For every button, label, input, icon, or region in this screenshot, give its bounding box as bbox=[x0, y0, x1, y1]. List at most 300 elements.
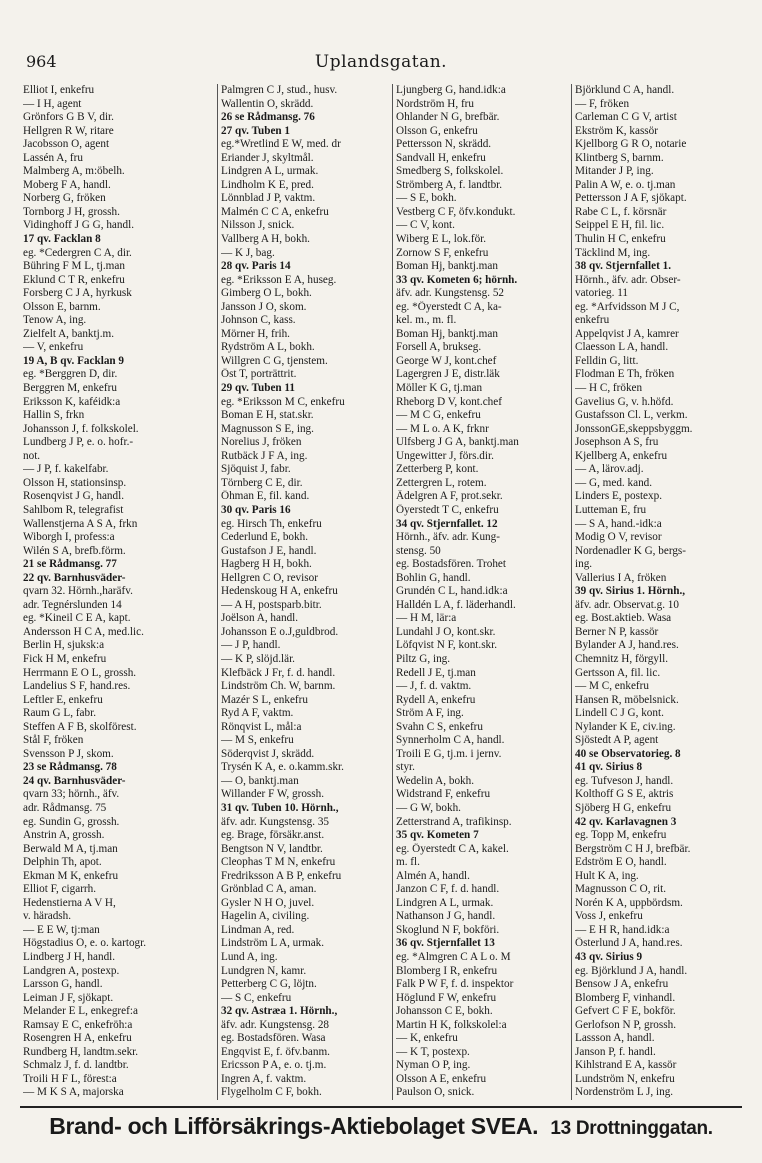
directory-entry: Bensow J A, enkefru bbox=[575, 978, 669, 991]
directory-entry: Törnberg C E, dir. bbox=[221, 476, 303, 489]
directory-entry: Kjellborg G R O, notarie bbox=[575, 138, 687, 151]
directory-entry: Lindman A, red. bbox=[221, 923, 295, 936]
directory-entry: eg. *Eriksson E A, huseg. bbox=[221, 273, 337, 286]
directory-entry: Gertsson A, fil. lic. bbox=[575, 666, 661, 679]
column-3 bbox=[392, 84, 571, 1100]
directory-entry: 31 qv. Tuben 10. Hörnh., bbox=[221, 801, 339, 814]
directory-entry: Berner N P, kassör bbox=[575, 625, 659, 638]
directory-entry: — G W, bokh. bbox=[396, 801, 461, 814]
directory-entry: Strömberg A, f. landtbr. bbox=[396, 178, 503, 191]
directory-entry: Bühring F M L, tj.man bbox=[23, 260, 125, 273]
directory-entry: Rheborg D V, kont.chef bbox=[396, 395, 502, 408]
directory-entry: eg. *Kineil C E A, kapt. bbox=[23, 612, 131, 625]
directory-entry: Ramsay E C, enkefröh:a bbox=[23, 1018, 133, 1031]
directory-entry: eg. *Eriksson M C, enkefru bbox=[221, 395, 345, 408]
directory-entry: Eriksson K, kaféidk:a bbox=[23, 395, 121, 408]
directory-entry: Möller K G, tj.man bbox=[396, 382, 483, 395]
directory-entry: Josephson A S, fru bbox=[575, 436, 659, 449]
directory-entry: Jacobsson O, agent bbox=[23, 138, 110, 151]
directory-entry: 23 se Rådmansg. 78 bbox=[23, 761, 117, 774]
directory-entry: — O, banktj.man bbox=[221, 774, 299, 787]
directory-entry: eg. Bost.aktieb. Wasa bbox=[575, 612, 672, 625]
directory-entry: Raum G L, fabr. bbox=[23, 707, 97, 720]
directory-entry: Malmberg A, m:öbelh. bbox=[23, 165, 125, 178]
directory-entry: 40 se Observatorieg. 8 bbox=[575, 747, 681, 760]
directory-entry: 41 qv. Sirius 8 bbox=[575, 761, 643, 774]
directory-entry: — G, med. kand. bbox=[575, 476, 653, 489]
directory-entry: — H C, fröken bbox=[575, 382, 643, 395]
directory-entry: eg. *Arfvidsson M J C, bbox=[575, 300, 680, 313]
directory-entry: Söderqvist J, skrädd. bbox=[221, 747, 315, 760]
directory-entry: Forsell A, brukseg. bbox=[396, 341, 482, 354]
directory-entry: eg. Brage, försäkr.anst. bbox=[221, 829, 325, 842]
directory-entry: Löfqvist N F, kont.skr. bbox=[396, 639, 498, 652]
directory-entry: Lindholm K E, pred. bbox=[221, 178, 314, 191]
directory-entry: Felldin G, litt. bbox=[575, 354, 639, 367]
directory-entry: 22 qv. Barnhusväder- bbox=[23, 571, 126, 584]
directory-entry: Ekström K, kassör bbox=[575, 124, 658, 137]
directory-entry: Elliot I, enkefru bbox=[23, 84, 95, 96]
directory-entry: Paulson O, snick. bbox=[396, 1086, 475, 1099]
directory-entry: Svensson P J, skom. bbox=[23, 747, 114, 760]
directory-entry: Sjöstedt A P, agent bbox=[575, 734, 659, 747]
directory-entry: Lundahl J O, kont.skr. bbox=[396, 625, 496, 638]
directory-entry: Olsson A E, enkefru bbox=[396, 1072, 487, 1085]
directory-entry: eg. *Berggren D, dir. bbox=[23, 368, 118, 381]
directory-entry: Bergström C H J, brefbär. bbox=[575, 842, 691, 855]
directory-entry: Cleophas T M N, enkefru bbox=[221, 856, 336, 869]
directory-entry: JonssonGE,skeppsbyggm. bbox=[575, 422, 693, 435]
directory-entry: Ekman M K, enkefru bbox=[23, 869, 119, 882]
directory-entry: Troili H F L, förest:a bbox=[23, 1072, 117, 1085]
directory-entry: Nathanson J G, handl. bbox=[396, 910, 496, 923]
directory-entry: Österlund J A, hand.res. bbox=[575, 937, 683, 950]
directory-entry: Ohlander N G, brefbär. bbox=[396, 111, 500, 124]
directory-entry: Gustafson J E, handl. bbox=[221, 544, 317, 557]
directory-entry: m. fl. bbox=[396, 856, 420, 869]
directory-entry: Moberg F A, handl. bbox=[23, 178, 111, 191]
directory-entry: Hörnh., äfv. adr. Obser- bbox=[575, 273, 681, 286]
directory-entry: eg. Bostadsfören. Trohet bbox=[396, 558, 507, 571]
directory-entry: Johansson E o.J,guldbrod. bbox=[221, 625, 339, 638]
directory-entry: Forsberg C J A, hyrkusk bbox=[23, 287, 132, 300]
directory-entry: Björklund C A, handl. bbox=[575, 84, 675, 96]
directory-entry: Landelius S F, hand.res. bbox=[23, 680, 131, 693]
street-title: Uplandsgatan. bbox=[314, 52, 448, 72]
directory-entry: Rundberg H, landtm.sekr. bbox=[23, 1045, 139, 1058]
directory-entry: Lundgren N, kamr. bbox=[221, 964, 307, 977]
directory-entry: Wilén S A, brefb.förm. bbox=[23, 544, 126, 557]
directory-entry: Höglund F W, enkefru bbox=[396, 991, 497, 1004]
directory-entry: Mörner H, frih. bbox=[221, 327, 290, 340]
directory-entry: Martin H K, folkskolel:a bbox=[396, 1018, 507, 1031]
directory-entry: Olsson E, barnm. bbox=[23, 300, 101, 313]
directory-entry: Landgren A, postexp. bbox=[23, 964, 120, 977]
directory-entry: Hedenstierna A V H, bbox=[23, 896, 116, 909]
directory-entry: Kolthoff G S E, aktris bbox=[575, 788, 674, 801]
directory-entry: eg. Tufveson J, handl. bbox=[575, 774, 674, 787]
directory-entry: — K, enkefru bbox=[396, 1032, 458, 1045]
directory-entry: 21 se Rådmansg. 77 bbox=[23, 558, 117, 571]
directory-entry: Lönnblad J P, vaktm. bbox=[221, 192, 316, 205]
directory-entry: Herrmann E O L, grossh. bbox=[23, 666, 137, 679]
directory-entry: ing. bbox=[575, 558, 593, 571]
directory-entry: 38 qv. Stjernfallet 1. bbox=[575, 260, 672, 273]
directory-entry: Lindell C J G, kont. bbox=[575, 707, 664, 720]
directory-entry: Lindström L A, urmak. bbox=[221, 937, 325, 950]
directory-entry: eg. Björklund J A, handl. bbox=[575, 964, 688, 977]
directory-entry: Ström A F, ing. bbox=[396, 707, 464, 720]
directory-entry: Larsson G, handl. bbox=[23, 978, 103, 991]
directory-entry: Malmén C C A, enkefru bbox=[221, 205, 329, 218]
page-header bbox=[20, 52, 742, 76]
directory-entry: Hagberg H H, bokh. bbox=[221, 558, 312, 571]
directory-entry: Magnusson S E, ing. bbox=[221, 422, 314, 435]
directory-entry: Fredriksson A B P, enkefru bbox=[221, 869, 342, 882]
directory-entry: Täcklind M, ing. bbox=[575, 246, 651, 259]
directory-entry: Petterberg C G, löjtn. bbox=[221, 978, 317, 991]
directory-entry: — V, enkefru bbox=[23, 341, 84, 354]
directory-entry: 26 se Rådmansg. 76 bbox=[221, 111, 315, 124]
directory-entry: Nyman O P, ing. bbox=[396, 1059, 471, 1072]
directory-entry: Ädelgren A F, prot.sekr. bbox=[396, 490, 503, 503]
directory-entry: Skoglund N F, bokföri. bbox=[396, 923, 500, 936]
directory-entry: Willander F W, grossh. bbox=[221, 788, 325, 801]
directory-entry: Steffen A F B, skolförest. bbox=[23, 720, 137, 733]
directory-entry: 42 qv. Karlavagnen 3 bbox=[575, 815, 677, 828]
directory-entry: Hedenskoug H A, enkefru bbox=[221, 585, 338, 598]
directory-entry: Trysén K A, e. o.kamm.skr. bbox=[221, 761, 344, 774]
directory-entry: Lundström N, enkefru bbox=[575, 1072, 675, 1085]
directory-entry: 24 qv. Barnhusväder- bbox=[23, 774, 126, 787]
directory-entry: — S E, bokh. bbox=[396, 192, 457, 205]
directory-entry: Edström E O, handl. bbox=[575, 856, 667, 869]
directory-entry: Wiborgh I, profess:a bbox=[23, 531, 115, 544]
directory-entry: äfv. adr. Kungstensg. 28 bbox=[221, 1018, 330, 1031]
directory-entry: — F, fröken bbox=[575, 97, 630, 110]
directory-entry: Ingren A, f. vaktm. bbox=[221, 1072, 307, 1085]
directory-entry: Wedelin A, bokh. bbox=[396, 774, 475, 787]
directory-entry: Andersson H C A, med.lic. bbox=[23, 625, 144, 638]
directory-columns bbox=[20, 84, 746, 1100]
directory-entry: — K P, slöjd.lär. bbox=[221, 652, 295, 665]
directory-entry: — M C, enkefru bbox=[575, 680, 649, 693]
footer-company: Brand- och Lifförsäkrings-Aktiebolaget SVEA. bbox=[49, 1113, 539, 1139]
directory-entry: Zetterstrand A, trafikinsp. bbox=[396, 815, 512, 828]
directory-entry: — H M, lär:a bbox=[396, 612, 457, 625]
directory-entry: 43 qv. Sirius 9 bbox=[575, 951, 643, 963]
directory-entry: 30 qv. Paris 16 bbox=[221, 503, 291, 516]
directory-entry: Lindgren A L, urmak. bbox=[221, 165, 319, 178]
directory-entry: 33 qv. Kometen 6; hörnh. bbox=[396, 273, 518, 286]
directory-entry: Berwald M A, tj.man bbox=[23, 842, 118, 855]
directory-entry: Flygelholm C F, bokh. bbox=[221, 1086, 322, 1099]
directory-entry: Modig O V, revisor bbox=[575, 531, 662, 544]
directory-entry: Klintberg S, barnm. bbox=[575, 151, 664, 164]
directory-entry: Johansson C E, bokh. bbox=[396, 1005, 493, 1018]
directory-entry: Svahn C S, enkefru bbox=[396, 720, 484, 733]
directory-entry: Bylander A J, hand.res. bbox=[575, 639, 679, 652]
directory-entry: eg. Bostadsfören. Wasa bbox=[221, 1032, 326, 1045]
directory-entry: 32 qv. Astræa 1. Hörnh., bbox=[221, 1005, 338, 1018]
directory-entry: Redell J E, tj.man bbox=[396, 666, 476, 679]
directory-entry: Engqvist E, f. öfv.banm. bbox=[221, 1045, 330, 1058]
directory-entry: vatorieg. 11 bbox=[575, 287, 629, 300]
directory-entry: Flodman E Th, fröken bbox=[575, 368, 675, 381]
directory-entry: eg. Topp M, enkefru bbox=[575, 829, 667, 842]
directory-entry: Melander E L, enkegref:a bbox=[23, 1005, 138, 1018]
directory-entry: George W J, kont.chef bbox=[396, 354, 497, 367]
directory-entry: Högstadius O, e. o. kartogr. bbox=[23, 937, 147, 950]
directory-entry: — A H, postsparb.bitr. bbox=[221, 598, 322, 611]
directory-entry: Hult K A, ing. bbox=[575, 869, 639, 882]
directory-entry: styr. bbox=[396, 761, 415, 774]
directory-entry: Sjöberg H G, enkefru bbox=[575, 801, 672, 814]
directory-entry: Norén K A, uppbördsm. bbox=[575, 896, 683, 909]
directory-entry: Bengtson N V, landtbr. bbox=[221, 842, 323, 855]
directory-entry: eg. Sundin G, grossh. bbox=[23, 815, 120, 828]
directory-entry: Cederlund E, bokh. bbox=[221, 531, 308, 544]
directory-entry: 19 A, B qv. Facklan 9 bbox=[23, 354, 125, 367]
directory-entry: Hagelin A, civiling. bbox=[221, 910, 310, 923]
directory-entry: Wallentin O, skrädd. bbox=[221, 97, 314, 110]
directory-entry: Vidinghoff J G G, handl. bbox=[23, 219, 134, 232]
directory-entry: 27 qv. Tuben 1 bbox=[221, 124, 291, 137]
page-number: 964 bbox=[26, 52, 57, 71]
directory-entry: — E E W, tj:man bbox=[23, 923, 100, 936]
directory-entry: Nilsson J, snick. bbox=[221, 219, 295, 232]
directory-entry: Rosengren H A, enkefru bbox=[23, 1032, 132, 1045]
directory-entry: Blomberg I R, enkefru bbox=[396, 964, 498, 977]
directory-entry: 29 qv. Tuben 11 bbox=[221, 382, 296, 395]
directory-entry: Claesson L A, handl. bbox=[575, 341, 669, 354]
directory-entry: Widstrand F, enkefru bbox=[396, 788, 491, 801]
directory-entry: Smedberg S, folkskolel. bbox=[396, 165, 504, 178]
directory-entry: — M K S A, majorska bbox=[23, 1086, 124, 1099]
directory-entry: eg. *Cedergren C A, dir. bbox=[23, 246, 132, 259]
directory-entry: äfv. adr. Observat.g. 10 bbox=[575, 598, 679, 611]
directory-entry: Synnerholm C A, handl. bbox=[396, 734, 505, 747]
directory-entry: Falk P W F, f. d. inspektor bbox=[396, 978, 514, 991]
directory-entry: Zettergren L, rotem. bbox=[396, 476, 487, 489]
directory-entry: 39 qv. Sirius 1. Hörnh., bbox=[575, 585, 686, 598]
directory-entry: Janson P, f. handl. bbox=[575, 1045, 656, 1058]
directory-entry: Sandvall H, enkefru bbox=[396, 151, 486, 164]
directory-entry: Janzon C F, f. d. handl. bbox=[396, 883, 500, 896]
directory-entry: — M L o. A K, frknr bbox=[396, 422, 489, 435]
directory-entry: Lindberg J H, handl. bbox=[23, 951, 116, 963]
directory-entry: Boman Hj, banktj.man bbox=[396, 327, 498, 340]
directory-entry: Leftler E, enkefru bbox=[23, 693, 103, 706]
directory-entry: Hörnh., äfv. adr. Kung- bbox=[396, 531, 500, 544]
directory-entry: Jansson J O, skom. bbox=[221, 300, 307, 313]
directory-entry: not. bbox=[23, 449, 41, 462]
directory-entry: Seippel E H, fil. lic. bbox=[575, 219, 665, 232]
directory-entry: Ljungberg G, hand.idk:a bbox=[396, 84, 506, 96]
directory-entry: Sjöquist J, fabr. bbox=[221, 463, 291, 476]
directory-entry: Berlin H, sjuksk:a bbox=[23, 639, 105, 652]
directory-entry: adr. Tegnérslunden 14 bbox=[23, 598, 122, 611]
directory-entry: Vallerius I A, fröken bbox=[575, 571, 667, 584]
directory-entry: Schmalz J, f. d. landtbr. bbox=[23, 1059, 129, 1072]
directory-entry: Troili E G, tj.m. i jernv. bbox=[396, 747, 502, 760]
directory-entry: 17 qv. Facklan 8 bbox=[23, 233, 101, 246]
advertisement-footer bbox=[20, 1106, 742, 1144]
directory-entry: Norberg G, fröken bbox=[23, 192, 106, 205]
directory-entry: Hellgren C O, revisor bbox=[221, 571, 318, 584]
directory-entry: Wallenstjerna A S A, frkn bbox=[23, 517, 138, 530]
directory-entry: Johansson J, f. folkskolel. bbox=[23, 422, 139, 435]
directory-entry: Rosenqvist J G, handl. bbox=[23, 490, 124, 503]
directory-entry: eg.*Wretlind E W, med. dr bbox=[221, 138, 341, 151]
directory-entry: 28 qv. Paris 14 bbox=[221, 260, 291, 273]
directory-entry: Mitander J P, ing. bbox=[575, 165, 654, 178]
directory-entry: Nordström H, fru bbox=[396, 97, 474, 110]
directory-entry: Kihlstrand E A, kassör bbox=[575, 1059, 677, 1072]
directory-entry: Zielfelt A, banktj.m. bbox=[23, 327, 115, 340]
directory-entry: Grundén C L, hand.idk:a bbox=[396, 585, 508, 598]
directory-entry: 34 qv. Stjernfallet. 12 bbox=[396, 517, 498, 530]
directory-entry: Chemnitz H, förgyll. bbox=[575, 652, 669, 665]
directory-entry: — A, lärov.adj. bbox=[575, 463, 644, 476]
directory-entry: kel. m., m. fl. bbox=[396, 314, 457, 327]
directory-entry: Mazér S L, enkefru bbox=[221, 693, 308, 706]
directory-entry: Johnson C, kass. bbox=[221, 314, 296, 327]
directory-entry: Rönqvist L, mål:a bbox=[221, 720, 302, 733]
directory-entry: — M C G, enkefru bbox=[396, 409, 481, 422]
directory-entry: — S A, hand.-idk:a bbox=[575, 517, 662, 530]
directory-entry: Tenow A, ing. bbox=[23, 314, 87, 327]
column-1 bbox=[20, 84, 217, 1100]
directory-entry: Öhman E, fil. kand. bbox=[221, 490, 310, 503]
directory-entry: Boman Hj, banktj.man bbox=[396, 260, 498, 273]
directory-entry: — E H R, hand.idk:a bbox=[575, 923, 670, 936]
directory-entry: Bohlin G, handl. bbox=[396, 571, 471, 584]
directory-entry: Kjellberg A, enkefru bbox=[575, 449, 668, 462]
directory-entry: Sahlbom R, telegrafist bbox=[23, 503, 124, 516]
directory-entry: enkefru bbox=[575, 314, 610, 327]
directory-entry: eg. *Öyerstedt C A, ka- bbox=[396, 300, 502, 313]
directory-entry: 36 qv. Stjernfallet 13 bbox=[396, 937, 495, 950]
directory-entry: eg. Öyerstedt C A, kakel. bbox=[396, 842, 509, 855]
directory-entry: Gerlofson N P, grossh. bbox=[575, 1018, 676, 1031]
directory-entry: Zornow S F, enkefru bbox=[396, 246, 489, 259]
directory-entry: Öst T, porträttrit. bbox=[221, 368, 297, 381]
directory-entry: Piltz G, ing. bbox=[396, 652, 451, 665]
directory-entry: Stål F, fröken bbox=[23, 734, 84, 747]
directory-entry: Rydell A, enkefru bbox=[396, 693, 476, 706]
directory-entry: Appelqvist J A, kamrer bbox=[575, 327, 679, 340]
directory-entry: Rabe C L, f. körsnär bbox=[575, 205, 667, 218]
directory-entry: 35 qv. Kometen 7 bbox=[396, 829, 479, 842]
directory-entry: Blomberg F, vinhandl. bbox=[575, 991, 676, 1004]
directory-entry: Lassson A, handl. bbox=[575, 1032, 655, 1045]
directory-entry: Olsson G, enkefru bbox=[396, 124, 478, 137]
column-4 bbox=[571, 84, 746, 1100]
directory-entry: Olsson H, stationsinsp. bbox=[23, 476, 127, 489]
directory-entry: — C V, kont. bbox=[396, 219, 455, 232]
directory-entry: Linders E, postexp. bbox=[575, 490, 662, 503]
directory-entry: Almén A, handl. bbox=[396, 869, 470, 882]
directory-entry: Hallin S, frkn bbox=[23, 409, 85, 422]
column-2 bbox=[217, 84, 392, 1100]
directory-entry: stensg. 50 bbox=[396, 544, 441, 557]
directory-entry: adr. Rådmansg. 75 bbox=[23, 801, 107, 814]
directory-entry: Elliot F, cigarrh. bbox=[23, 883, 97, 896]
footer-address: 13 Drottninggatan. bbox=[550, 1118, 713, 1139]
directory-entry: äfv. adr. Kungstensg. 35 bbox=[221, 815, 330, 828]
directory-entry: — K T, postexp. bbox=[396, 1045, 470, 1058]
directory-entry: Lund A, ing. bbox=[221, 951, 278, 963]
directory-entry: Carleman C G V, artist bbox=[575, 111, 677, 124]
directory-entry: Grönfors G B V, dir. bbox=[23, 111, 114, 124]
directory-entry: Delphin Th, apot. bbox=[23, 856, 102, 869]
directory-entry: Palmgren C J, stud., husv. bbox=[221, 84, 338, 96]
directory-entry: Nordenström L J, ing. bbox=[575, 1086, 674, 1099]
directory-entry: Öyerstedt T C, enkefru bbox=[396, 503, 499, 516]
directory-entry: Lutteman E, fru bbox=[575, 503, 647, 516]
directory-entry: Halldén L A, f. läderhandl. bbox=[396, 598, 516, 611]
directory-entry: Vallberg A H, bokh. bbox=[221, 233, 310, 246]
directory-entry: — J, f. d. vaktm. bbox=[396, 680, 472, 693]
directory-entry: Pettersson J A F, sjökapt. bbox=[575, 192, 687, 205]
directory-entry: Rydström A L, bokh. bbox=[221, 341, 315, 354]
directory-entry: Gefvert C F E, bokför. bbox=[575, 1005, 676, 1018]
directory-entry: Gustafsson Cl. L, verkm. bbox=[575, 409, 688, 422]
directory-entry: Willgren C G, tjenstem. bbox=[221, 354, 328, 367]
directory-entry: Gimberg O L, bokh. bbox=[221, 287, 312, 300]
directory-entry: Eklund C T R, enkefru bbox=[23, 273, 125, 286]
directory-entry: eg. Hirsch Th, enkefru bbox=[221, 517, 322, 530]
directory-entry: Lagergren J E, distr.läk bbox=[396, 368, 500, 381]
directory-entry: Vestberg C F, öfv.kondukt. bbox=[396, 205, 516, 218]
directory-entry: qvarn 33; hörnh., äfv. bbox=[23, 788, 120, 801]
directory-entry: Palin A W, e. o. tj.man bbox=[575, 178, 676, 191]
directory-entry: Fick H M, enkefru bbox=[23, 652, 107, 665]
directory-entry: Berggren M, enkefru bbox=[23, 382, 117, 395]
directory-entry: Lundberg J P, e. o. hofr.- bbox=[23, 436, 134, 449]
directory-entry: Eriander J, skyltmål. bbox=[221, 151, 314, 164]
directory-entry: Ericsson P A, e. o. tj.m. bbox=[221, 1059, 327, 1072]
directory-entry: äfv. adr. Kungstensg. 52 bbox=[396, 287, 505, 300]
directory-entry: — S C, enkefru bbox=[221, 991, 292, 1004]
directory-entry: Thulin H C, enkefru bbox=[575, 233, 666, 246]
directory-entry: Anstrin A, grossh. bbox=[23, 829, 105, 842]
directory-entry: Hellgren R W, ritare bbox=[23, 124, 114, 137]
directory-entry: Gavelius G, v. h.höfd. bbox=[575, 395, 674, 408]
directory-entry: — I H, agent bbox=[23, 97, 82, 110]
directory-entry: Ulfsberg J G A, banktj.man bbox=[396, 436, 519, 449]
directory-entry: Lassén A, fru bbox=[23, 151, 83, 164]
directory-entry: Grönblad C A, aman. bbox=[221, 883, 317, 896]
directory-entry: eg. *Almgren C A L o. M bbox=[396, 951, 511, 963]
directory-entry: Boman E H, stat.skr. bbox=[221, 409, 314, 422]
directory-entry: Lindgren A L, urmak. bbox=[396, 896, 494, 909]
directory-entry: v. häradsh. bbox=[23, 910, 72, 923]
directory-entry: Voss J, enkefru bbox=[575, 910, 643, 923]
directory-entry: qvarn 32. Hörnh.,haräfv. bbox=[23, 585, 133, 598]
directory-entry: Hansen R, möbelsnick. bbox=[575, 693, 679, 706]
directory-entry: Wiberg E L, lok.för. bbox=[396, 233, 487, 246]
directory-entry: Joëlson A, handl. bbox=[221, 612, 299, 625]
directory-entry: — J P, f. kakelfabr. bbox=[23, 463, 109, 476]
directory-entry: Rutbäck J F A, ing. bbox=[221, 449, 308, 462]
directory-entry: Ryd A F, vaktm. bbox=[221, 707, 294, 720]
directory-entry: Tornborg J H, grossh. bbox=[23, 205, 120, 218]
directory-entry: Klefbäck J Fr, f. d. handl. bbox=[221, 666, 336, 679]
directory-entry: — M S, enkefru bbox=[221, 734, 294, 747]
directory-entry: — J P, handl. bbox=[221, 639, 281, 652]
